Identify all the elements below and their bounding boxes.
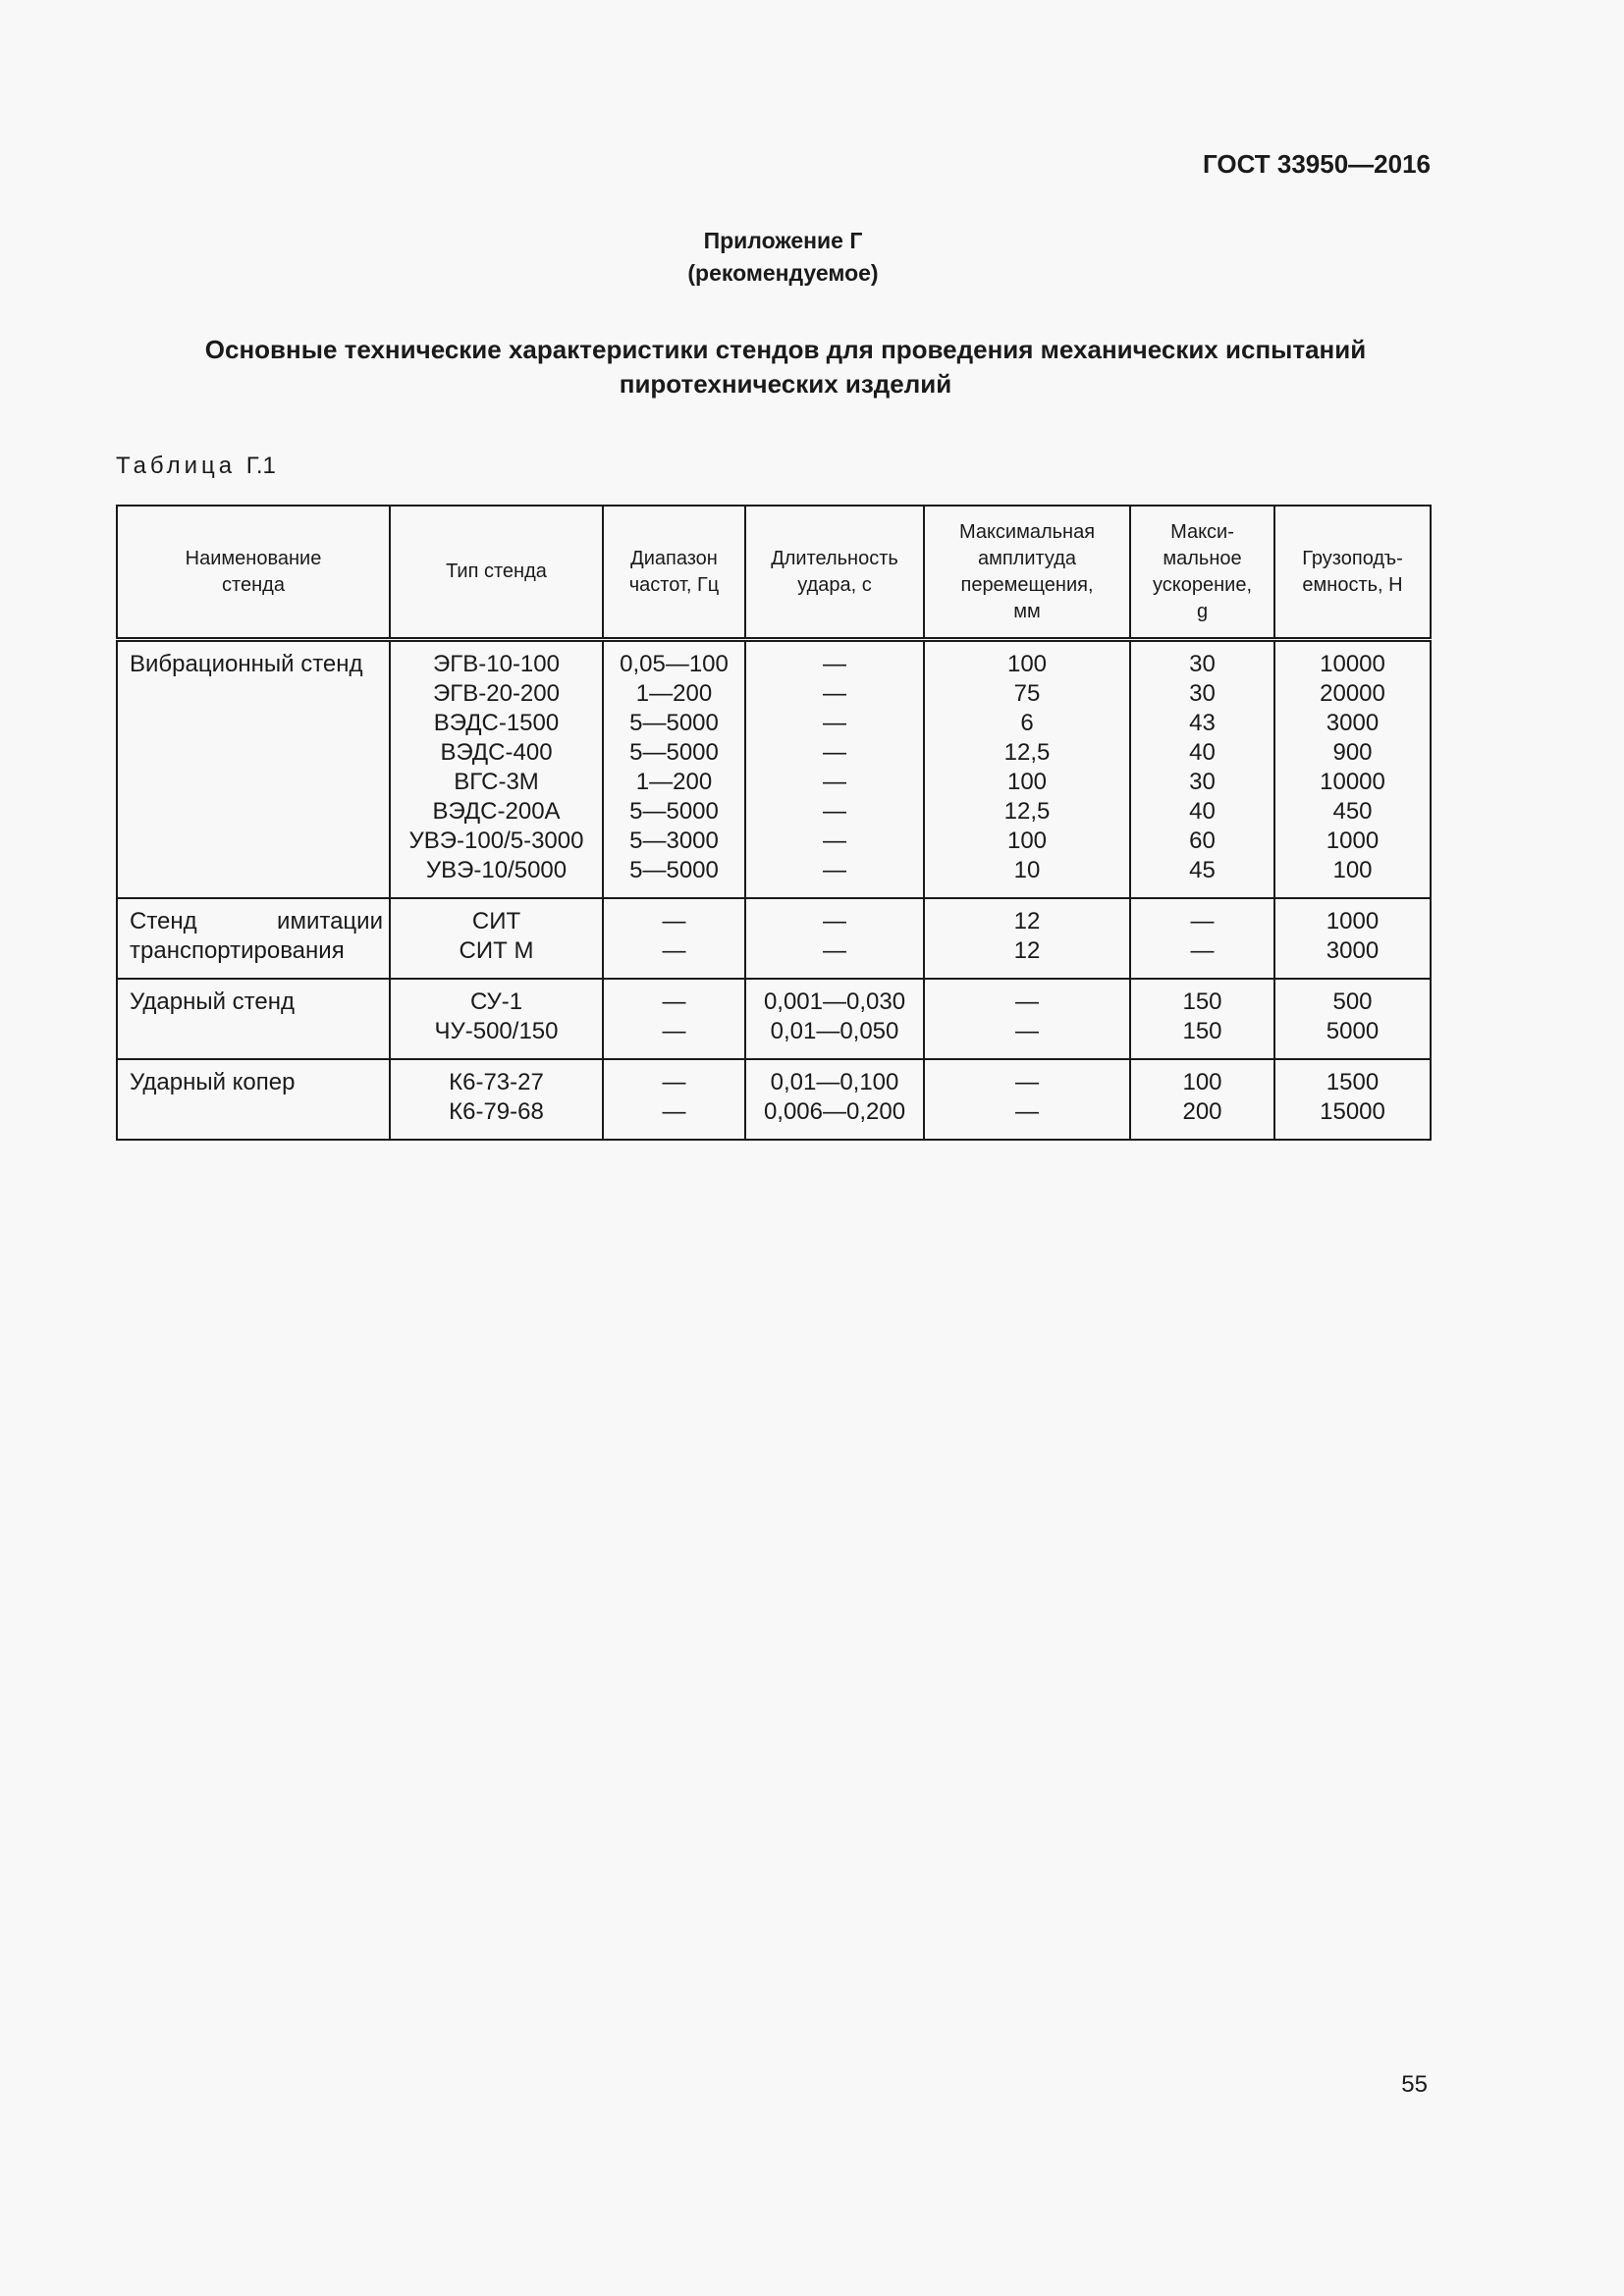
cell-max-amplitude: 100 <box>924 827 1130 856</box>
column-header-line: емность, Н <box>1302 573 1403 596</box>
column-header-line: Диапазон <box>630 547 718 569</box>
cell-frequency-range: 5—5000 <box>603 738 745 768</box>
cell-max-amplitude: — <box>924 1059 1130 1097</box>
cell-max-acceleration: 40 <box>1130 797 1274 827</box>
cell-max-acceleration: — <box>1130 936 1274 979</box>
cell-max-amplitude: 12,5 <box>924 797 1130 827</box>
cell-type: СИТ <box>390 898 603 936</box>
cell-load-capacity: 500 <box>1274 979 1431 1017</box>
cell-max-amplitude: 100 <box>924 768 1130 797</box>
cell-shock-duration: — <box>745 936 924 979</box>
cell-max-amplitude: 12 <box>924 898 1130 936</box>
cell-frequency-range: — <box>603 1059 745 1097</box>
cell-type: ЭГВ-10-100 <box>390 640 603 680</box>
stand-name-text: Стенд имитации <box>130 908 383 934</box>
table-row <box>117 797 1431 827</box>
cell-max-acceleration: 60 <box>1130 827 1274 856</box>
section-title-line-1: Основные технические характеристики стендов для проведения механических испытаний <box>204 335 1367 364</box>
cell-type: ВГС-3М <box>390 768 603 797</box>
table-row <box>117 679 1431 709</box>
cell-max-acceleration: — <box>1130 898 1274 936</box>
column-header-line: мальное <box>1163 547 1242 569</box>
cell-load-capacity: 450 <box>1274 797 1431 827</box>
cell-load-capacity: 5000 <box>1274 1017 1431 1059</box>
cell-shock-duration: 0,001—0,030 <box>745 979 924 1017</box>
cell-frequency-range: 5—5000 <box>603 797 745 827</box>
column-header-shock-duration <box>745 506 924 640</box>
cell-stand-name <box>117 898 390 936</box>
cell-shock-duration: — <box>745 738 924 768</box>
cell-stand-name <box>117 738 390 768</box>
cell-load-capacity: 1000 <box>1274 898 1431 936</box>
cell-max-amplitude: — <box>924 1097 1130 1140</box>
cell-shock-duration: 0,01—0,100 <box>745 1059 924 1097</box>
cell-max-amplitude: 75 <box>924 679 1130 709</box>
cell-max-acceleration: 43 <box>1130 709 1274 738</box>
cell-type: ЧУ-500/150 <box>390 1017 603 1059</box>
appendix-heading <box>0 225 1566 290</box>
column-header-name <box>117 506 390 640</box>
table-row <box>117 1017 1431 1059</box>
column-header-line: Грузоподъ- <box>1302 547 1403 569</box>
column-header-line: частот, Гц <box>628 573 720 596</box>
cell-load-capacity: 20000 <box>1274 679 1431 709</box>
cell-stand-name <box>117 827 390 856</box>
column-header-line: Длительность <box>771 547 898 569</box>
cell-max-amplitude: — <box>924 979 1130 1017</box>
column-header-max-amplitude <box>924 506 1130 640</box>
cell-frequency-range: — <box>603 898 745 936</box>
column-header-load-capacity <box>1274 506 1431 640</box>
cell-max-amplitude: 12 <box>924 936 1130 979</box>
cell-shock-duration: — <box>745 768 924 797</box>
cell-type: СУ-1 <box>390 979 603 1017</box>
cell-max-acceleration: 30 <box>1130 768 1274 797</box>
cell-max-amplitude: 12,5 <box>924 738 1130 768</box>
cell-stand-name <box>117 768 390 797</box>
cell-load-capacity: 10000 <box>1274 768 1431 797</box>
stand-name-text: Ударный стенд <box>130 988 295 1015</box>
column-header-line: Тип стенда <box>446 561 547 582</box>
column-header-line: Наименование <box>185 547 322 569</box>
column-header-line: стенда <box>222 573 285 596</box>
cell-load-capacity: 900 <box>1274 738 1431 768</box>
stand-name-text: транспортирования <box>130 937 345 964</box>
cell-shock-duration: — <box>745 709 924 738</box>
cell-max-amplitude: 6 <box>924 709 1130 738</box>
cell-stand-name <box>117 979 390 1017</box>
cell-frequency-range: — <box>603 936 745 979</box>
cell-shock-duration: — <box>745 827 924 856</box>
stand-name-text: Ударный копер <box>130 1069 296 1095</box>
cell-stand-name <box>117 679 390 709</box>
cell-stand-name <box>117 1097 390 1140</box>
cell-shock-duration: — <box>745 898 924 936</box>
cell-type: УВЭ-10/5000 <box>390 856 603 898</box>
column-header-line: амплитуда <box>977 547 1077 569</box>
cell-max-acceleration: 30 <box>1130 679 1274 709</box>
cell-shock-duration: 0,01—0,050 <box>745 1017 924 1059</box>
section-title-line-2: пиротехнических изделий <box>619 369 952 399</box>
section-title <box>0 333 1571 401</box>
document-code: ГОСТ 33950—2016 <box>1203 149 1431 179</box>
table-row <box>117 1097 1431 1140</box>
column-header-type <box>390 506 603 640</box>
cell-shock-duration: — <box>745 797 924 827</box>
table-header-row <box>117 506 1431 640</box>
cell-shock-duration: — <box>745 640 924 680</box>
column-header-line: ускорение, <box>1152 573 1252 596</box>
column-header-line: мм <box>1013 600 1041 622</box>
column-header-line: перемещения, <box>960 573 1094 596</box>
cell-stand-name <box>117 856 390 898</box>
table-row <box>117 856 1431 898</box>
cell-shock-duration: — <box>745 679 924 709</box>
cell-type: ВЭДС-200А <box>390 797 603 827</box>
cell-max-acceleration: 45 <box>1130 856 1274 898</box>
table-row <box>117 979 1431 1017</box>
table-row <box>117 709 1431 738</box>
page-number: 55 <box>1401 2071 1428 2098</box>
cell-load-capacity: 100 <box>1274 856 1431 898</box>
cell-max-acceleration: 40 <box>1130 738 1274 768</box>
cell-load-capacity: 15000 <box>1274 1097 1431 1140</box>
cell-max-acceleration: 100 <box>1130 1059 1274 1097</box>
cell-frequency-range: — <box>603 1017 745 1059</box>
table-row <box>117 827 1431 856</box>
table-row <box>117 1059 1431 1097</box>
column-header-line: Макси- <box>1170 520 1234 543</box>
cell-frequency-range: 1—200 <box>603 768 745 797</box>
cell-load-capacity: 3000 <box>1274 936 1431 979</box>
cell-load-capacity: 1500 <box>1274 1059 1431 1097</box>
cell-stand-name <box>117 1017 390 1059</box>
cell-type: УВЭ-100/5-3000 <box>390 827 603 856</box>
column-header-line: g <box>1196 600 1209 622</box>
table-row <box>117 768 1431 797</box>
table-row <box>117 738 1431 768</box>
cell-stand-name <box>117 1059 390 1097</box>
cell-frequency-range: 5—5000 <box>603 856 745 898</box>
cell-max-amplitude: 10 <box>924 856 1130 898</box>
cell-stand-name <box>117 797 390 827</box>
specs-table <box>116 505 1432 1141</box>
column-header-line: удара, с <box>797 573 872 596</box>
cell-frequency-range: — <box>603 979 745 1017</box>
table-row <box>117 898 1431 936</box>
cell-type: ВЭДС-400 <box>390 738 603 768</box>
cell-shock-duration: — <box>745 856 924 898</box>
cell-type: ВЭДС-1500 <box>390 709 603 738</box>
cell-frequency-range: 5—5000 <box>603 709 745 738</box>
cell-load-capacity: 1000 <box>1274 827 1431 856</box>
table-label <box>116 453 276 480</box>
cell-frequency-range: 5—3000 <box>603 827 745 856</box>
cell-max-acceleration: 200 <box>1130 1097 1274 1140</box>
column-header-line: Максимальная <box>958 520 1096 543</box>
table-body <box>117 640 1431 1141</box>
cell-type: СИТ М <box>390 936 603 979</box>
cell-max-acceleration: 30 <box>1130 640 1274 680</box>
table-row <box>117 640 1431 680</box>
cell-frequency-range: 0,05—100 <box>603 640 745 680</box>
cell-stand-name <box>117 936 390 979</box>
column-header-frequency-range <box>603 506 745 640</box>
cell-stand-name <box>117 640 390 680</box>
cell-max-acceleration: 150 <box>1130 979 1274 1017</box>
appendix-title: Приложение Г <box>703 228 863 253</box>
table-label-prefix: Таблица <box>116 453 237 479</box>
appendix-status: (рекомендуемое) <box>687 260 879 286</box>
cell-type: К6-79-68 <box>390 1097 603 1140</box>
cell-max-amplitude: 100 <box>924 640 1130 680</box>
stand-name-text: Вибрационный стенд <box>130 651 363 677</box>
cell-max-amplitude: — <box>924 1017 1130 1059</box>
cell-frequency-range: — <box>603 1097 745 1140</box>
table-row <box>117 936 1431 979</box>
column-header-max-acceleration <box>1130 506 1274 640</box>
cell-shock-duration: 0,006—0,200 <box>745 1097 924 1140</box>
cell-stand-name <box>117 709 390 738</box>
cell-type: К6-73-27 <box>390 1059 603 1097</box>
table-label-number: Г.1 <box>245 453 276 479</box>
cell-load-capacity: 3000 <box>1274 709 1431 738</box>
cell-load-capacity: 10000 <box>1274 640 1431 680</box>
cell-frequency-range: 1—200 <box>603 679 745 709</box>
cell-max-acceleration: 150 <box>1130 1017 1274 1059</box>
cell-type: ЭГВ-20-200 <box>390 679 603 709</box>
